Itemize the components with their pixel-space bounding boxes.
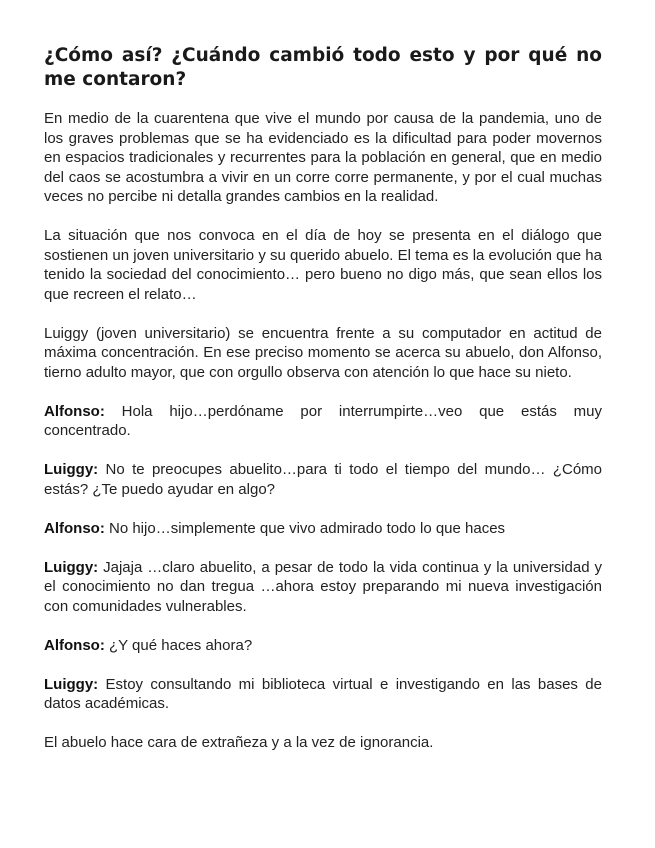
- dialogue-text: Estoy consultando mi biblioteca virtual e investigando en las bases de datos académicas.: [44, 675, 602, 712]
- dialogue-line: [44, 636, 602, 656]
- dialogue-line: [44, 402, 602, 441]
- speaker-name: Alfonso:: [44, 636, 105, 654]
- intro-paragraph-2: La situación que nos convoca en el día de hoy se presenta en el diálogo que sostienen un joven universitario y su querido abuelo. El tema es la evolución que ha tenido la sociedad del conocimiento… pero bueno no digo más, que sean ellos los que recreen el relato…: [44, 227, 602, 303]
- dialogue-line: [44, 558, 602, 617]
- dialogue-line: [44, 519, 602, 539]
- speaker-name: Luiggy:: [44, 675, 99, 693]
- dialogue-line: [44, 460, 602, 499]
- dialogue-text: No te preocupes abuelito…para ti todo el tiempo del mundo… ¿Cómo estás? ¿Te puedo ayudar en algo?: [44, 461, 602, 498]
- page-title: ¿Cómo así? ¿Cuándo cambió todo esto y por qué no me contaron?: [44, 45, 602, 90]
- dialogue-text: ¿Y qué haces ahora?: [104, 636, 253, 654]
- document-page: [44, 44, 602, 772]
- intro-paragraph-1: En medio de la cuarentena que vive el mundo por causa de la pandemia, uno de los graves problemas que se ha evidenciado es la dificultad para poder movernos en espacios tradicionales y recurrentes para la población en general, que en medio del caos se acostumbra a vivir en un corre corre permanente, y por el cual muchas veces no percibe ni detalla grandes cambios en la realidad.: [44, 110, 602, 205]
- speaker-name: Luiggy:: [44, 558, 99, 576]
- speaker-name: Luiggy:: [44, 461, 99, 478]
- speaker-name: Alfonso:: [44, 402, 105, 420]
- closing-paragraph: El abuelo hace cara de extrañeza y a la vez de ignorancia.: [44, 734, 434, 751]
- dialogue-text: Hola hijo…perdóname por interrumpirte…veo que estás muy concentrado.: [44, 402, 602, 439]
- dialogue-text: Jajaja …claro abuelito, a pesar de todo la vida continua y la universidad y el conocimiento no dan tregua …ahora estoy preparando mi nueva investigación con comunidades vulnerables.: [44, 558, 602, 615]
- intro-paragraph-3: Luiggy (joven universitario) se encuentra frente a su computador en actitud de máxima concentración. En ese preciso momento se acerca su abuelo, don Alfonso, tierno adulto mayor, que con orgullo observa con atención lo que hace su nieto.: [44, 324, 602, 381]
- dialogue-line: [44, 675, 602, 714]
- speaker-name: Alfonso:: [44, 519, 105, 537]
- dialogue-text: No hijo…simplemente que vivo admirado todo lo que haces: [104, 519, 506, 537]
